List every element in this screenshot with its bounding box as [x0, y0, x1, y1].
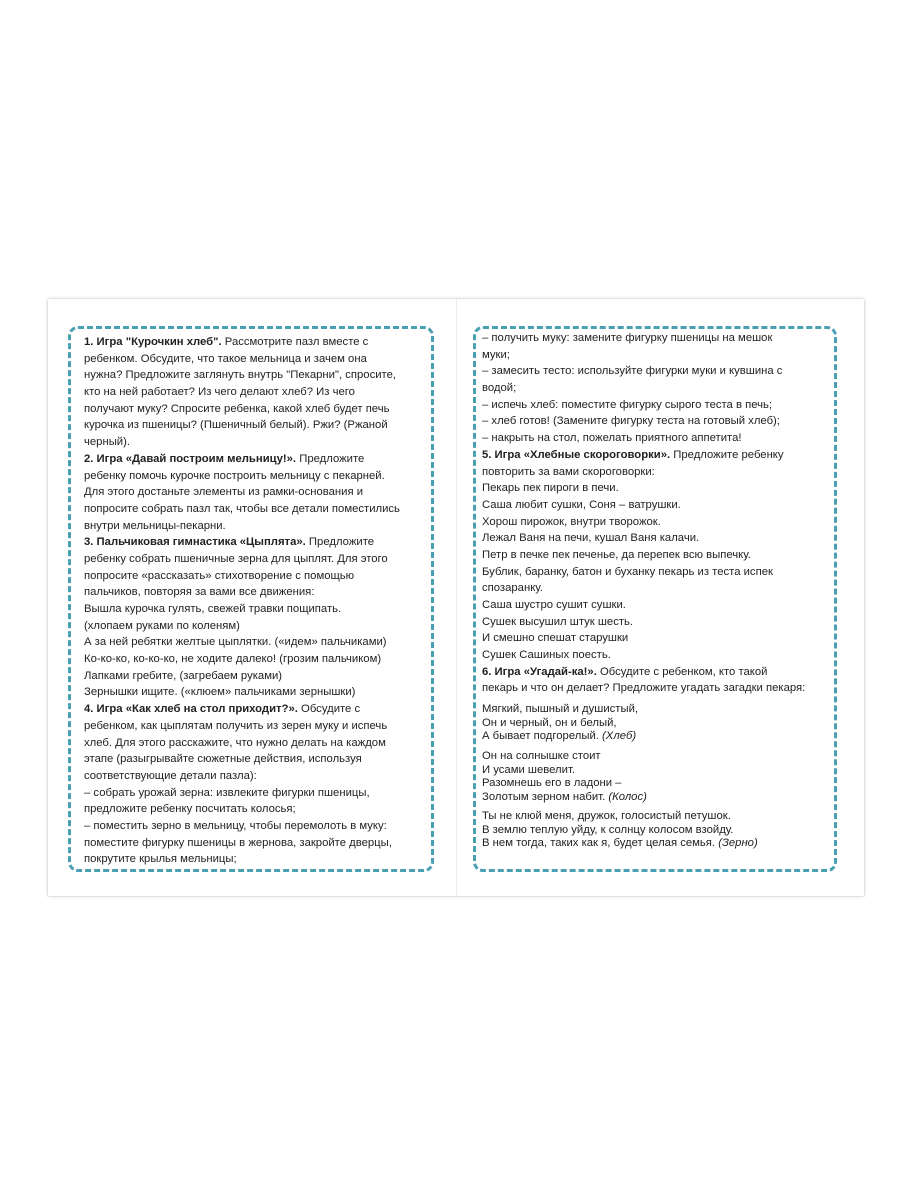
right-text-column	[482, 330, 805, 851]
line-text: (хлопаем руками по коленям)	[84, 619, 240, 632]
section-heading: 3. Пальчиковая гимнастика «Цыплята».	[84, 536, 306, 549]
text-line	[84, 785, 400, 802]
text-line	[482, 647, 805, 664]
line-text: попросите собрать пазл так, чтобы все детали поместились	[84, 502, 400, 515]
line-text: Хорош пирожок, внутри творожок.	[482, 515, 661, 528]
text-line	[84, 401, 400, 418]
line-text: попросите «рассказать» стихотворение с помощью	[84, 569, 355, 582]
text-line	[482, 824, 805, 838]
left-text-column	[84, 334, 400, 868]
text-line	[482, 777, 805, 791]
text-line	[482, 447, 805, 464]
text-line	[84, 601, 400, 618]
text-line	[482, 514, 805, 531]
text-line	[482, 464, 805, 481]
line-text: Лапками гребите, (загребаем руками)	[84, 669, 283, 682]
section-heading: 1. Игра "Курочкин хлеб".	[84, 336, 222, 348]
line-text: – собрать урожай зерна: извлеките фигурки пшеницы,	[84, 786, 370, 799]
line-text: ребенком. Обсудите, что такое мельница и зачем она	[84, 352, 367, 365]
section-heading: 6. Игра «Угадай-ка!».	[482, 665, 597, 678]
riddle-block	[482, 703, 805, 744]
text-line	[482, 703, 805, 717]
text-line	[84, 751, 400, 768]
line-text: – хлеб готов! (Замените фигурку теста на готовый хлеб);	[482, 415, 780, 428]
text-line	[482, 837, 805, 851]
text-line	[482, 614, 805, 631]
text-line	[482, 664, 805, 681]
line-text: Ко-ко-ко, ко-ко-ко, не ходите далеко! (грозим пальчиком)	[84, 653, 382, 666]
text-line	[84, 618, 400, 635]
line-text: внутри мельницы-пекарни.	[84, 519, 226, 532]
text-line	[482, 717, 805, 731]
text-line	[84, 551, 400, 568]
text-line	[482, 330, 805, 347]
line-text: Сушек высушил штук шесть.	[482, 615, 634, 628]
text-line	[84, 735, 400, 752]
line-text: – накрыть на стол, пожелать приятного аппетита!	[482, 432, 742, 445]
line-text: А за ней ребятки желтые цыплятки. («идем» пальчиками)	[84, 636, 387, 649]
line-text: Золотым зерном набит.	[482, 790, 609, 803]
text-line	[482, 480, 805, 497]
text-line	[482, 750, 805, 764]
text-line	[482, 580, 805, 597]
text-line	[482, 347, 805, 364]
section-heading: 4. Игра «Как хлеб на стол приходит?».	[84, 703, 298, 716]
text-line	[84, 584, 400, 601]
line-text: предложите ребенку посчитать колосья;	[84, 803, 296, 816]
line-text: Зернышки ищите. («клюем» пальчиками зернышки)	[84, 686, 356, 699]
line-text: Разомнешь его в ладони –	[482, 777, 622, 790]
line-text: Предложите	[305, 536, 375, 549]
riddle-answer: (Колос)	[608, 790, 647, 803]
line-text: Петр в печке пек печенье, да перепек всю выпечку.	[482, 548, 751, 561]
text-line	[84, 568, 400, 585]
line-text: водой;	[482, 382, 517, 395]
text-line	[482, 397, 805, 414]
text-line	[84, 501, 400, 518]
text-line	[84, 718, 400, 735]
text-line	[84, 634, 400, 651]
text-line	[482, 547, 805, 564]
line-text: этапе (разыгрывайте сюжетные действия, используя	[84, 753, 362, 766]
line-text: Предложите ребенку	[670, 448, 784, 461]
line-text: Ты не клюй меня, дружок, голосистый петушок.	[482, 810, 731, 823]
line-text: – испечь хлеб: поместите фигурку сырого теста в печь;	[482, 398, 773, 411]
line-text: хлеб. Для этого расскажите, что нужно делать на каждом	[84, 736, 386, 749]
line-text: И смешно спешат старушки	[482, 632, 629, 645]
line-text: Саша шустро сушит сушки.	[482, 599, 626, 611]
text-line	[84, 367, 400, 384]
text-line	[482, 564, 805, 581]
line-text: В землю теплую уйду, к солнцу колосом взойду.	[482, 823, 734, 836]
line-text: И усами шевелит.	[482, 763, 576, 776]
line-text: поместите фигурку пшеницы в жернова, закройте дверцы,	[84, 836, 392, 849]
text-line	[84, 484, 400, 501]
text-line	[84, 334, 400, 351]
text-line	[482, 810, 805, 824]
page-fold	[456, 299, 457, 896]
text-line	[84, 534, 400, 551]
line-text: Он на солнышке стоит	[482, 749, 601, 762]
text-line	[84, 668, 400, 685]
line-text: – получить муку: замените фигурку пшеницы на мешок	[482, 332, 773, 344]
riddle-block	[482, 810, 805, 851]
riddle-answer: (Зерно)	[718, 837, 758, 850]
section-heading: 2. Игра «Давай построим мельницу!».	[84, 452, 297, 465]
line-text: Обсудите с ребенком, кто такой	[596, 665, 768, 678]
line-text: ребенку собрать пшеничные зерна для цыплят. Для этого	[84, 552, 388, 565]
text-line	[482, 630, 805, 647]
line-text: Рассмотрите пазл вместе с	[221, 336, 369, 348]
line-text: Пекарь пек пироги в печи.	[482, 482, 619, 495]
riddle-answer: (Хлеб)	[602, 730, 637, 743]
line-text: кто на ней работает? Из чего делают хлеб? Из чего	[84, 386, 355, 399]
line-text: спозаранку.	[482, 582, 543, 595]
line-text: – поместить зерно в мельницу, чтобы перемолоть в муку:	[84, 819, 387, 832]
text-line	[84, 434, 400, 451]
line-text: В нем тогда, таких как я, будет целая семья.	[482, 837, 719, 850]
line-text: получают муку? Спросите ребенка, какой хлеб будет печь	[84, 402, 390, 415]
line-text: Вышла курочка гулять, свежей травки пощипать.	[84, 603, 342, 615]
line-text: повторить за вами скороговорки:	[482, 465, 655, 478]
line-text: А бывает подгорелый.	[482, 730, 603, 743]
text-line	[84, 701, 400, 718]
line-text: соответствующие детали пазла):	[84, 769, 257, 782]
line-text: курочка из пшеницы? (Пшеничный белый). Ржи? (Ржаной	[84, 419, 388, 432]
text-line	[482, 764, 805, 778]
line-text: Саша любит сушки, Соня – ватрушки.	[482, 498, 681, 511]
text-line	[84, 768, 400, 785]
text-line	[482, 497, 805, 514]
line-text: муки;	[482, 348, 510, 361]
text-line	[84, 451, 400, 468]
line-text: Он и черный, он и белый,	[482, 716, 617, 729]
line-text: Бублик, баранку, батон и буханку пекарь из теста испек	[482, 565, 773, 578]
line-text: пекарь и что он делает? Предложите угадать загадки пекаря:	[482, 682, 806, 695]
text-line	[84, 417, 400, 434]
line-text: Обсудите с	[297, 703, 361, 716]
text-line	[482, 680, 805, 697]
line-text: Лежал Ваня на печи, кушал Ваня калачи.	[482, 532, 700, 545]
text-line	[482, 530, 805, 547]
text-line	[84, 651, 400, 668]
line-text: покрутите крылья мельницы;	[84, 853, 237, 866]
text-line	[84, 851, 400, 868]
text-line	[84, 468, 400, 485]
text-line	[482, 791, 805, 805]
text-line	[482, 380, 805, 397]
text-line	[84, 801, 400, 818]
line-text: ребенку помочь курочке построить мельницу с пекарней.	[84, 469, 385, 482]
text-line	[84, 818, 400, 835]
line-text: пальчиков, повторяя за вами все движения:	[84, 586, 315, 599]
riddle-block	[482, 750, 805, 804]
text-line	[482, 413, 805, 430]
line-text: Для этого достаньте элементы из рамки-основания и	[84, 486, 364, 499]
line-text: нужна? Предложите заглянуть внутрь "Пекарни", спросите,	[84, 369, 397, 382]
text-line	[84, 351, 400, 368]
text-line	[482, 363, 805, 380]
line-text: Сушек Сашиных поесть.	[482, 649, 611, 662]
text-line	[482, 430, 805, 447]
text-line	[84, 518, 400, 535]
line-text: Предложите	[296, 452, 365, 465]
line-text: черный).	[84, 436, 131, 449]
text-line	[84, 684, 400, 701]
text-line	[84, 835, 400, 852]
line-text: Мягкий, пышный и душистый,	[482, 703, 639, 716]
text-line	[482, 730, 805, 744]
section-heading: 5. Игра «Хлебные скороговорки».	[482, 448, 671, 461]
line-text: – замесить тесто: используйте фигурки муки и кувшина с	[482, 365, 783, 378]
line-text: ребенком, как цыплятам получить из зерен муку и испечь	[84, 719, 388, 732]
text-line	[84, 384, 400, 401]
text-line	[482, 597, 805, 614]
